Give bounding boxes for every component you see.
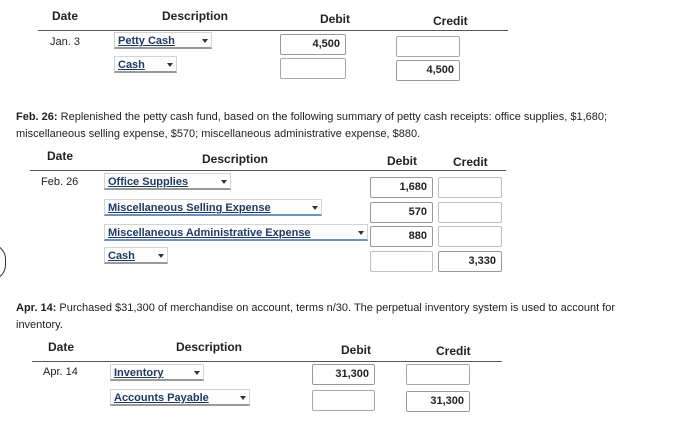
chevron-down-icon [167, 63, 173, 67]
header-date: Date [52, 9, 79, 23]
debit-input[interactable]: 570 [370, 202, 433, 223]
credit-input[interactable] [396, 36, 460, 57]
chevron-down-icon [158, 254, 164, 258]
prompt-text [16, 109, 696, 143]
debit-input[interactable]: 880 [370, 226, 433, 247]
debit-input[interactable]: 31,300 [312, 364, 375, 385]
row-date: Jan. 3 [50, 36, 80, 48]
header-description: Description [162, 9, 229, 23]
chevron-down-icon [202, 39, 208, 43]
header-debit: Debit [387, 154, 417, 168]
account-select-inventory[interactable] [110, 364, 204, 381]
row-date: Apr. 14 [43, 366, 78, 378]
credit-input[interactable] [438, 177, 502, 198]
account-label: Cash [108, 250, 135, 262]
header-rule [38, 30, 508, 31]
header-rule [30, 170, 506, 171]
prompt-line-1: Replenished the petty cash fund, based on the following summary of petty cash receipts: office supplies, $1,680; [57, 111, 608, 123]
prompt-date: Feb. 26: [16, 111, 58, 123]
header-credit: Credit [436, 344, 471, 358]
header-credit: Credit [433, 14, 468, 28]
account-label: Accounts Payable [114, 392, 209, 404]
account-select-cash[interactable] [114, 56, 177, 73]
account-label: Cash [118, 59, 145, 71]
chevron-down-icon [194, 371, 200, 375]
account-label: Miscellaneous Selling Expense [108, 202, 271, 214]
prompt-text [16, 300, 696, 334]
debit-input[interactable]: 1,680 [370, 177, 433, 198]
debit-input[interactable] [280, 58, 346, 79]
debit-input[interactable]: 4,500 [280, 34, 346, 55]
header-description: Description [176, 340, 243, 354]
chevron-down-icon [312, 206, 318, 210]
account-select-petty-cash[interactable] [114, 32, 212, 49]
credit-input[interactable] [438, 202, 502, 223]
row-date: Feb. 26 [41, 176, 79, 188]
debit-input[interactable] [370, 251, 433, 272]
chevron-down-icon [358, 231, 364, 235]
header-date: Date [47, 149, 74, 163]
account-label: Petty Cash [118, 35, 175, 47]
credit-input[interactable] [406, 364, 470, 385]
account-label: Office Supplies [108, 176, 189, 188]
account-select-cash[interactable] [104, 247, 168, 264]
prompt-line-2: miscellaneous selling expense, $570; miscellaneous administrative expense, $880. [16, 128, 421, 140]
account-select-misc-selling-expense[interactable] [104, 199, 322, 216]
header-credit: Credit [453, 155, 488, 169]
prompt-date: Apr. 14: [16, 302, 57, 314]
account-label: Miscellaneous Administrative Expense [108, 227, 311, 239]
scroll-edge-marker [0, 244, 6, 280]
account-select-accounts-payable[interactable] [110, 389, 250, 406]
header-debit: Debit [320, 12, 350, 26]
credit-input[interactable]: 31,300 [406, 391, 470, 412]
chevron-down-icon [240, 396, 246, 400]
account-select-misc-admin-expense[interactable] [104, 224, 368, 241]
prompt-line-1: Purchased $31,300 of merchandise on account, terms n/30. The perpetual inventory system is used to account for [56, 302, 616, 314]
header-description: Description [202, 152, 269, 166]
header-rule [32, 361, 502, 362]
credit-input[interactable] [438, 226, 502, 247]
chevron-down-icon [221, 180, 227, 184]
header-debit: Debit [341, 343, 371, 357]
account-select-office-supplies[interactable] [104, 173, 231, 190]
credit-input[interactable]: 4,500 [396, 60, 460, 81]
credit-input[interactable]: 3,330 [438, 251, 502, 272]
debit-input[interactable] [312, 390, 375, 411]
account-label: Inventory [114, 367, 164, 379]
header-date: Date [48, 340, 75, 354]
prompt-line-2: inventory. [16, 319, 63, 331]
